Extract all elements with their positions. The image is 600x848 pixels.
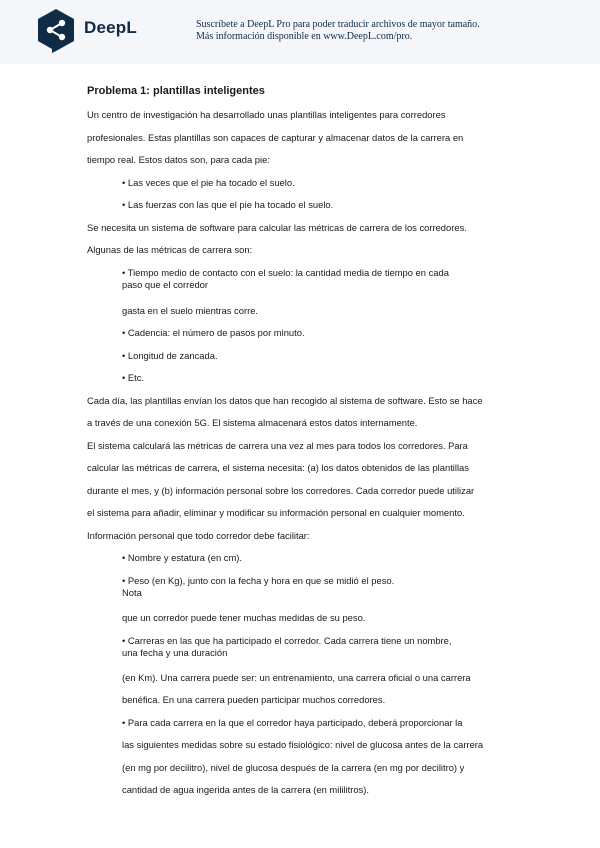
bullet-item: • Cadencia: el número de pasos por minuto. bbox=[122, 327, 305, 338]
text-line: El sistema calculará las métricas de carrera una vez al mes para todos los corredores. Para bbox=[87, 440, 468, 451]
bullet-continuation: paso que el corredor bbox=[122, 279, 208, 290]
brand-name: DeepL bbox=[84, 18, 137, 37]
promo-text bbox=[196, 19, 586, 43]
text-line: Se necesita un sistema de software para calcular las métricas de carrera de los corredores. bbox=[87, 222, 467, 233]
text-line: Un centro de investigación ha desarrollado unas plantillas inteligentes para corredores bbox=[87, 109, 446, 120]
document-title: Problema 1: plantillas inteligentes bbox=[87, 85, 265, 97]
text-line: el sistema para añadir, eliminar y modificar su información personal en cualquier momento. bbox=[87, 507, 465, 518]
deepl-logo-icon bbox=[36, 8, 76, 54]
bullet-continuation: las siguientes medidas sobre su estado fisiológico: nivel de glucosa antes de la carrera bbox=[122, 739, 484, 750]
bullet-continuation: gasta en el suelo mientras corre. bbox=[122, 305, 259, 316]
text-line: profesionales. Estas plantillas son capaces de capturar y almacenar datos de la carrera en bbox=[87, 132, 464, 143]
bullet-item: • Nombre y estatura (en cm). bbox=[122, 552, 242, 563]
bullet-continuation: benéfica. En una carrera pueden participar muchos corredores. bbox=[122, 694, 386, 705]
deepl-banner bbox=[0, 0, 600, 64]
text-line: tiempo real. Estos datos son, para cada pie: bbox=[87, 154, 270, 165]
bullet-continuation: que un corredor puede tener muchas medidas de su peso. bbox=[122, 612, 366, 623]
promo-line-1: Suscríbete a DeepL Pro para poder traducir archivos de mayor tamaño. bbox=[196, 19, 480, 30]
bullet-continuation: cantidad de agua ingerida antes de la carrera (en mililitros). bbox=[122, 784, 370, 795]
bullet-item: • Etc. bbox=[122, 372, 145, 383]
bullet-item: • Tiempo medio de contacto con el suelo: la cantidad media de tiempo en cada bbox=[122, 267, 449, 278]
text-line: a través de una conexión 5G. El sistema almacenará estos datos internamente. bbox=[87, 417, 418, 428]
text-line: calcular las métricas de carrera, el sistema necesita: (a) los datos obtenidos de las plantillas bbox=[87, 462, 469, 473]
text-line: Algunas de las métricas de carrera son: bbox=[87, 244, 253, 255]
bullet-item: • Las fuerzas con las que el pie ha tocado el suelo. bbox=[122, 199, 334, 210]
bullet-continuation: Nota bbox=[122, 587, 142, 598]
bullet-item: • Peso (en Kg), junto con la fecha y hora en que se midió el peso. bbox=[122, 575, 395, 586]
bullet-item: • Para cada carrera en la que el corredor haya participado, deberá proporcionar la bbox=[122, 717, 463, 728]
bullet-item: • Carreras en las que ha participado el corredor. Cada carrera tiene un nombre, bbox=[122, 635, 452, 646]
bullet-item: • Longitud de zancada. bbox=[122, 350, 218, 361]
text-line: durante el mes, y (b) información personal sobre los corredores. Cada corredor puede utilizar bbox=[87, 485, 475, 496]
text-line: Cada día, las plantillas envían los datos que han recogido al sistema de software. Esto se hace bbox=[87, 395, 483, 406]
bullet-continuation: (en mg por decilitro), nivel de glucosa después de la carrera (en mg por decilitro) y bbox=[122, 762, 465, 773]
bullet-continuation: (en Km). Una carrera puede ser: un entrenamiento, una carrera oficial o una carrera bbox=[122, 672, 471, 683]
bullet-continuation: una fecha y una duración bbox=[122, 647, 228, 658]
bullet-item: • Las veces que el pie ha tocado el suelo. bbox=[122, 177, 295, 188]
promo-link[interactable]: www.DeepL.com/pro bbox=[323, 31, 410, 42]
text-line: Información personal que todo corredor debe facilitar: bbox=[87, 530, 310, 541]
promo-line-2: Más información disponible en www.DeepL.com/pro. bbox=[196, 31, 413, 42]
